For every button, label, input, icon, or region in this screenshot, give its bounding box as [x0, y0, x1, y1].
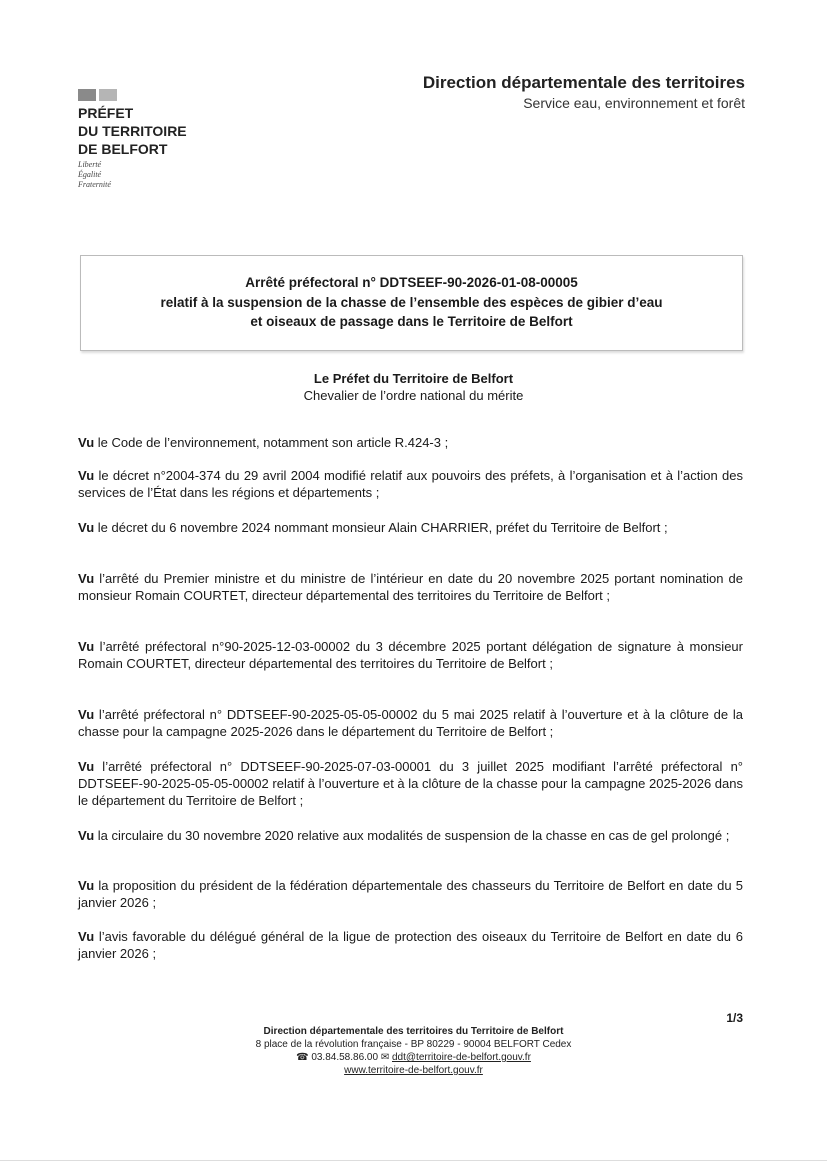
- prefet-logo-text: [78, 104, 187, 158]
- logo-line: DU TERRITOIRE: [78, 123, 187, 139]
- logo-line: PRÉFET: [78, 105, 134, 121]
- decree-title-line: et oiseaux de passage dans le Territoire de Belfort: [250, 314, 573, 329]
- considerant: [78, 570, 743, 604]
- email-icon: ✉: [380, 1052, 390, 1063]
- considerant: [78, 706, 743, 740]
- vu-label: Vu: [78, 878, 95, 893]
- vu-label: Vu: [78, 828, 95, 843]
- considerant: [78, 638, 743, 672]
- service-name: Service eau, environnement et forêt: [523, 95, 745, 111]
- footer-contact: [0, 1051, 827, 1064]
- vu-label: Vu: [78, 435, 95, 450]
- considerant-text: la circulaire du 30 novembre 2020 relative aux modalités de suspension de la chasse en cas de gel prolongé ;: [94, 828, 730, 843]
- vu-label: Vu: [78, 759, 95, 774]
- considerant-text: l’arrêté préfectoral n° DDTSEEF-90-2025-07-03-00001 du 3 juillet 2025 modifiant l’arrêté préfectoral n° DDTSEEF-90-2025-05-05-00002 relatif à l’ouverture et à la clôture de la chasse pour la campagne 2025-2026 dans le département du Territoire de Belfort ;: [78, 759, 743, 808]
- marianne-logo-icon: [78, 86, 120, 98]
- vu-label: Vu: [78, 707, 95, 722]
- considerant: [78, 877, 743, 911]
- logo-line: DE BELFORT: [78, 141, 168, 157]
- footer-org: Direction départementale des territoires du Territoire de Belfort: [263, 1026, 564, 1037]
- decree-title-line: Arrêté préfectoral n° DDTSEEF-90-2026-01-08-00005: [245, 275, 578, 290]
- scan-edge-divider: [0, 1160, 827, 1161]
- considerant: [78, 467, 743, 501]
- motto-line: Liberté: [78, 160, 102, 169]
- considerant: [78, 519, 743, 536]
- vu-label: Vu: [78, 639, 95, 654]
- considerant: [78, 827, 743, 844]
- phone-icon: ☎: [296, 1052, 309, 1063]
- considerant-text: l’arrêté préfectoral n°90-2025-12-03-00002 du 3 décembre 2025 portant délégation de signature à monsieur Romain COURTET, directeur départemental des territoires du Territoire de Belfort ;: [78, 639, 743, 671]
- considerant-text: l’avis favorable du délégué général de la ligue de protection des oiseaux du Territoire de Belfort en date du 6 janvier 2026 ;: [78, 929, 743, 961]
- considerant: [78, 434, 743, 451]
- considerant-text: l’arrêté préfectoral n° DDTSEEF-90-2025-05-05-00002 du 5 mai 2025 relatif à l’ouverture et à la clôture de la chasse pour la campagne 2025-2026 dans le département du Territoire de Belfort ;: [78, 707, 743, 739]
- vu-label: Vu: [78, 520, 95, 535]
- vu-label: Vu: [78, 929, 95, 944]
- footer-phone: 03.84.58.86.00: [311, 1052, 379, 1063]
- header-direction: [423, 73, 745, 111]
- republic-motto: [78, 160, 111, 190]
- considerant-text: le décret du 6 novembre 2024 nommant monsieur Alain CHARRIER, préfet du Territoire de Belfort ;: [94, 520, 668, 535]
- motto-line: Égalité: [78, 170, 102, 179]
- vu-label: Vu: [78, 468, 95, 483]
- direction-name: Direction départementale des territoires: [422, 73, 745, 92]
- decree-title-box: [80, 255, 743, 351]
- considerant: [78, 758, 743, 809]
- considerant-text: le décret n°2004-374 du 29 avril 2004 modifié relatif aux pouvoirs des préfets, à l’organisation et à l’action des services de l’État dans les régions et départements ;: [78, 468, 743, 500]
- footer-address: 8 place de la révolution française - BP 80229 - 90004 BELFORT Cedex: [255, 1039, 572, 1050]
- motto-line: Fraternité: [78, 180, 111, 189]
- considerant-text: l’arrêté du Premier ministre et du ministre de l’intérieur en date du 20 novembre 2025 portant nomination de monsieur Romain COURTET, directeur départemental des territoires du Territoire de Belfort ;: [78, 571, 743, 603]
- considerant-text: la proposition du président de la fédération départementale des chasseurs du Territoire de Belfort en date du 5 janvier 2026 ;: [78, 878, 743, 910]
- vu-label: Vu: [78, 571, 95, 586]
- footer-email-link[interactable]: ddt@territoire-de-belfort.gouv.fr: [392, 1052, 531, 1063]
- prefet-title: Chevalier de l’ordre national du mérite: [303, 388, 524, 403]
- considerant-text: le Code de l’environnement, notamment son article R.424-3 ;: [94, 435, 449, 450]
- considerant: [78, 928, 743, 962]
- prefet-name: Le Préfet du Territoire de Belfort: [313, 371, 514, 386]
- decree-title-line: relatif à la suspension de la chasse de l’ensemble des espèces de gibier d’eau: [160, 294, 663, 310]
- page-number: 1/3: [726, 1011, 743, 1025]
- footer: [0, 1025, 827, 1077]
- footer-website-link[interactable]: www.territoire-de-belfort.gouv.fr: [344, 1065, 483, 1076]
- prefet-heading: [0, 370, 827, 404]
